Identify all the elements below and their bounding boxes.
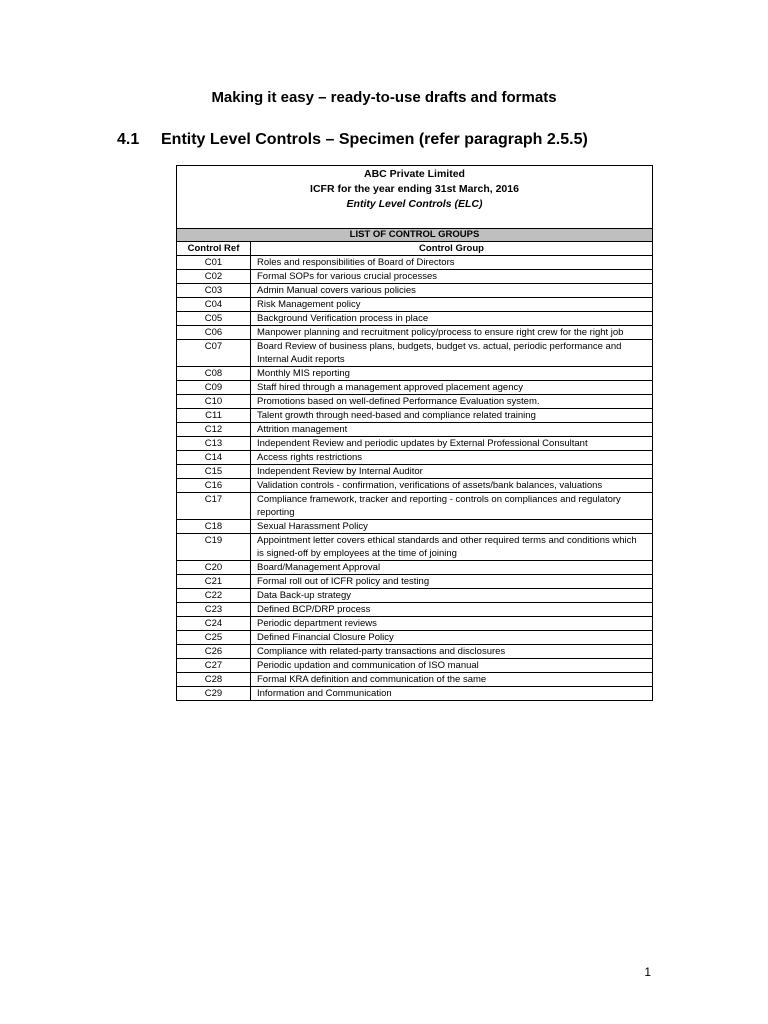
control-group-cell: Roles and responsibilities of Board of Directors (251, 256, 653, 270)
control-group-cell: Manpower planning and recruitment policy/process to ensure right crew for the right job (251, 326, 653, 340)
table-row (177, 673, 653, 687)
control-ref-cell: C09 (177, 381, 251, 395)
control-group-cell: Talent growth through need-based and compliance related training (251, 409, 653, 423)
control-group-cell: Admin Manual covers various policies (251, 284, 653, 298)
control-ref-cell: C10 (177, 395, 251, 409)
table-row (177, 256, 653, 270)
control-ref-cell: C03 (177, 284, 251, 298)
control-group-cell: Compliance with related-party transactions and disclosures (251, 645, 653, 659)
reporting-period: ICFR for the year ending 31st March, 2016 (310, 183, 519, 195)
control-group-cell: Independent Review by Internal Auditor (251, 465, 653, 479)
control-ref-cell: C21 (177, 575, 251, 589)
control-ref-cell: C27 (177, 659, 251, 673)
control-ref-cell: C26 (177, 645, 251, 659)
table-row (177, 603, 653, 617)
control-group-cell: Attrition management (251, 423, 653, 437)
control-group-cell: Compliance framework, tracker and reporting - controls on compliances and regulatory reporting (251, 493, 653, 520)
control-group-cell: Formal KRA definition and communication of the same (251, 673, 653, 687)
company-name: ABC Private Limited (364, 168, 465, 180)
table-row (177, 575, 653, 589)
control-ref-cell: C28 (177, 673, 251, 687)
table-row (177, 589, 653, 603)
control-ref-cell: C15 (177, 465, 251, 479)
control-groups-table (176, 165, 653, 701)
control-group-cell: Formal roll out of ICFR policy and testing (251, 575, 653, 589)
control-group-cell: Independent Review and periodic updates by External Professional Consultant (251, 437, 653, 451)
control-group-cell: Defined BCP/DRP process (251, 603, 653, 617)
table-row (177, 631, 653, 645)
control-group-cell: Staff hired through a management approved placement agency (251, 381, 653, 395)
control-ref-cell: C19 (177, 534, 251, 561)
page-number: 1 (644, 965, 651, 979)
table-row (177, 409, 653, 423)
control-group-cell: Validation controls - confirmation, verifications of assets/bank balances, valuations (251, 479, 653, 493)
table-row (177, 284, 653, 298)
control-ref-cell: C20 (177, 561, 251, 575)
control-ref-cell: C24 (177, 617, 251, 631)
control-group-cell: Defined Financial Closure Policy (251, 631, 653, 645)
control-ref-cell: C02 (177, 270, 251, 284)
table-row (177, 687, 653, 701)
control-group-cell: Appointment letter covers ethical standards and other required terms and conditions which is signed-off by employees at the time of joining (251, 534, 653, 561)
table-row (177, 465, 653, 479)
control-group-cell: Board Review of business plans, budgets, budget vs. actual, periodic performance and Internal Audit reports (251, 340, 653, 367)
column-header-group: Control Group (251, 242, 653, 256)
control-ref-cell: C01 (177, 256, 251, 270)
control-ref-cell: C11 (177, 409, 251, 423)
control-ref-cell: C29 (177, 687, 251, 701)
table-row (177, 659, 653, 673)
control-ref-cell: C14 (177, 451, 251, 465)
table-row (177, 451, 653, 465)
control-group-cell: Formal SOPs for various crucial processes (251, 270, 653, 284)
table-row (177, 395, 653, 409)
table-row (177, 312, 653, 326)
control-ref-cell: C23 (177, 603, 251, 617)
table-row (177, 437, 653, 451)
control-ref-cell: C25 (177, 631, 251, 645)
table-row (177, 381, 653, 395)
control-group-cell: Information and Communication (251, 687, 653, 701)
control-ref-cell: C22 (177, 589, 251, 603)
section-heading (117, 131, 588, 149)
control-ref-cell: C06 (177, 326, 251, 340)
control-ref-cell: C07 (177, 340, 251, 367)
table-row (177, 617, 653, 631)
control-group-cell: Risk Management policy (251, 298, 653, 312)
table-subtitle: Entity Level Controls (ELC) (346, 198, 483, 210)
section-number: 4.1 (117, 131, 140, 148)
table-row (177, 298, 653, 312)
control-group-cell: Board/Management Approval (251, 561, 653, 575)
control-ref-cell: C05 (177, 312, 251, 326)
table-row (177, 493, 653, 520)
table-header (177, 166, 653, 229)
document-title: Making it easy – ready-to-use drafts and formats (211, 89, 557, 106)
control-group-cell: Background Verification process in place (251, 312, 653, 326)
table-body (177, 256, 653, 701)
column-header-ref: Control Ref (177, 242, 251, 256)
control-group-cell: Monthly MIS reporting (251, 367, 653, 381)
control-ref-cell: C13 (177, 437, 251, 451)
table-row (177, 270, 653, 284)
control-group-cell: Periodic updation and communication of ISO manual (251, 659, 653, 673)
control-group-cell: Periodic department reviews (251, 617, 653, 631)
control-ref-cell: C04 (177, 298, 251, 312)
table-row (177, 326, 653, 340)
control-group-cell: Promotions based on well-defined Performance Evaluation system. (251, 395, 653, 409)
control-group-cell: Access rights restrictions (251, 451, 653, 465)
table-row (177, 479, 653, 493)
control-ref-cell: C18 (177, 520, 251, 534)
table-row (177, 645, 653, 659)
control-group-cell: Data Back-up strategy (251, 589, 653, 603)
group-heading: LIST OF CONTROL GROUPS (177, 229, 653, 242)
table-row (177, 534, 653, 561)
control-group-cell: Sexual Harassment Policy (251, 520, 653, 534)
table-row (177, 423, 653, 437)
control-ref-cell: C16 (177, 479, 251, 493)
control-ref-cell: C08 (177, 367, 251, 381)
control-ref-cell: C12 (177, 423, 251, 437)
table-row (177, 367, 653, 381)
table-row (177, 520, 653, 534)
table-row (177, 561, 653, 575)
control-ref-cell: C17 (177, 493, 251, 520)
table-row (177, 340, 653, 367)
section-title: Entity Level Controls – Specimen (refer paragraph 2.5.5) (161, 131, 588, 148)
